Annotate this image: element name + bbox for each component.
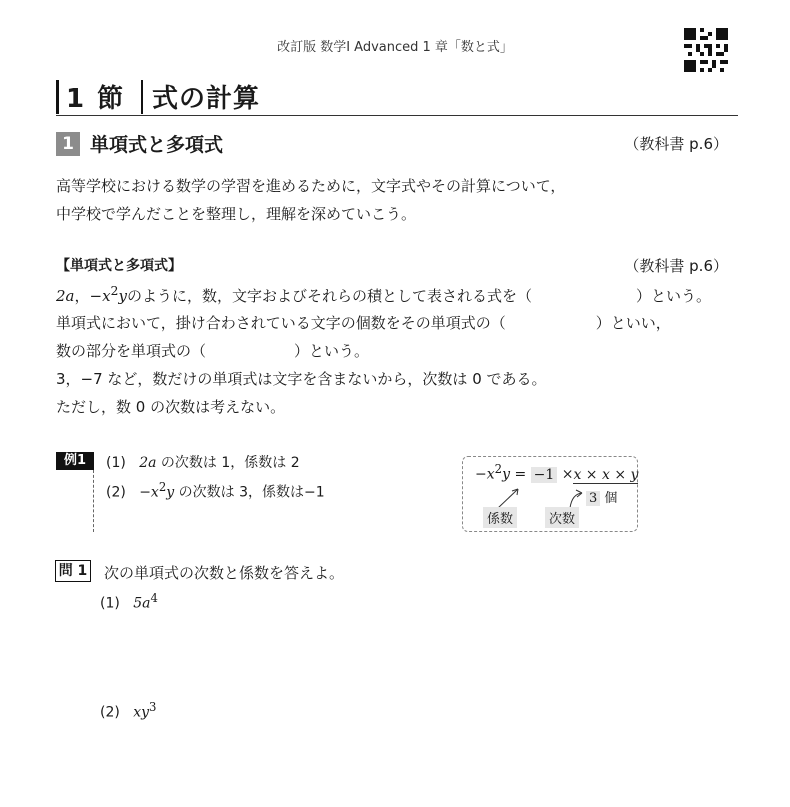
section-rule xyxy=(56,115,738,116)
running-header: 改訂版 数学Ⅰ Advanced 1 章「数と式」 xyxy=(277,40,513,55)
qr-code[interactable] xyxy=(684,28,728,72)
section-title: 式の計算 xyxy=(152,84,261,114)
math-exponent: 2 xyxy=(158,480,167,494)
example-divider xyxy=(93,470,94,532)
item-number: (1) xyxy=(100,595,120,612)
math-exponent: 3 xyxy=(149,700,157,714)
section-separator xyxy=(141,80,143,114)
math-expression: −x xyxy=(475,466,495,483)
question-tag: 問 1 xyxy=(55,560,91,582)
definition-heading: 【単項式と多項式】 xyxy=(56,258,182,274)
definition-text: 単項式において，掛け合わされている文字の個数をその単項式の（ xyxy=(56,314,506,332)
variable-product: x × x × y xyxy=(573,466,639,483)
definition-text: ）という。 xyxy=(294,342,370,360)
math-expression: −x xyxy=(139,484,159,501)
math-exponent: 2 xyxy=(110,283,119,298)
math-expression: y xyxy=(166,484,175,501)
example-line xyxy=(106,480,325,502)
math-exponent: 4 xyxy=(150,591,158,605)
definition-line: 2a，$-x^2y$のように，数，文字およびそれらの積として表される式を（ ）という。 xyxy=(56,283,712,305)
definition-text: のように，数，文字およびそれらの積として表される式を（ xyxy=(126,287,532,305)
math-expression: −x xyxy=(89,287,111,305)
example-text: の次数は 3，係数は−1 xyxy=(178,484,325,501)
definition-text: 数の部分を単項式の（ xyxy=(56,342,207,360)
intro-line: 高等学校における数学の学習を進めるために，文字式やその計算について， xyxy=(56,177,566,195)
definition-text: ）という。 xyxy=(636,287,712,305)
math-exponent: 2 xyxy=(494,462,503,476)
example-tag: 例1 xyxy=(56,452,94,470)
math-expression: y xyxy=(118,287,127,305)
definition-text: ）といい， xyxy=(595,314,671,332)
degree-arrow xyxy=(570,493,582,508)
item-number: (1) xyxy=(106,455,126,471)
count-number: 3 xyxy=(586,491,600,506)
math-expression: xy xyxy=(133,704,150,721)
textbook-reference: （教科書 p.6） xyxy=(624,135,728,153)
subsection-number-badge: 1 xyxy=(56,132,80,156)
math-expression: 5a xyxy=(133,595,151,612)
section-number: 1 節 xyxy=(66,84,126,114)
coefficient-label: 係数 xyxy=(483,507,517,528)
coefficient-arrow xyxy=(498,489,518,508)
degree-label: 次数 xyxy=(545,507,579,528)
section-bar xyxy=(56,80,59,114)
subsection-title: 単項式と多項式 xyxy=(90,134,224,156)
math-expression: 2a xyxy=(139,455,157,471)
definition-line xyxy=(56,312,671,333)
math-expression: y xyxy=(502,466,510,483)
math-expression: 2a xyxy=(56,287,75,305)
count-unit: 個 xyxy=(604,491,618,506)
item-number: (2) xyxy=(100,704,120,721)
item-number: (2) xyxy=(106,484,126,501)
definition-line xyxy=(56,340,369,361)
intro-line: 中学校で学んだことを整理し，理解を深めていこう。 xyxy=(56,205,417,223)
times-sign: × xyxy=(561,466,574,483)
question-item xyxy=(100,591,158,612)
question-item xyxy=(100,700,156,721)
example-line xyxy=(106,452,300,472)
equals-sign: = xyxy=(514,466,527,483)
definition-line: 3，−7 など，数だけの単項式は文字を含まないから，次数は 0 である。 xyxy=(56,370,547,388)
coefficient-value: −1 xyxy=(531,467,558,483)
example-text: の次数は 1，係数は 2 xyxy=(160,455,300,471)
definition-reference: （教科書 p.6） xyxy=(624,257,728,275)
question-text: 次の単項式の次数と係数を答えよ。 xyxy=(104,564,345,582)
definition-line: ただし，数 0 の次数は考えない。 xyxy=(56,398,286,416)
